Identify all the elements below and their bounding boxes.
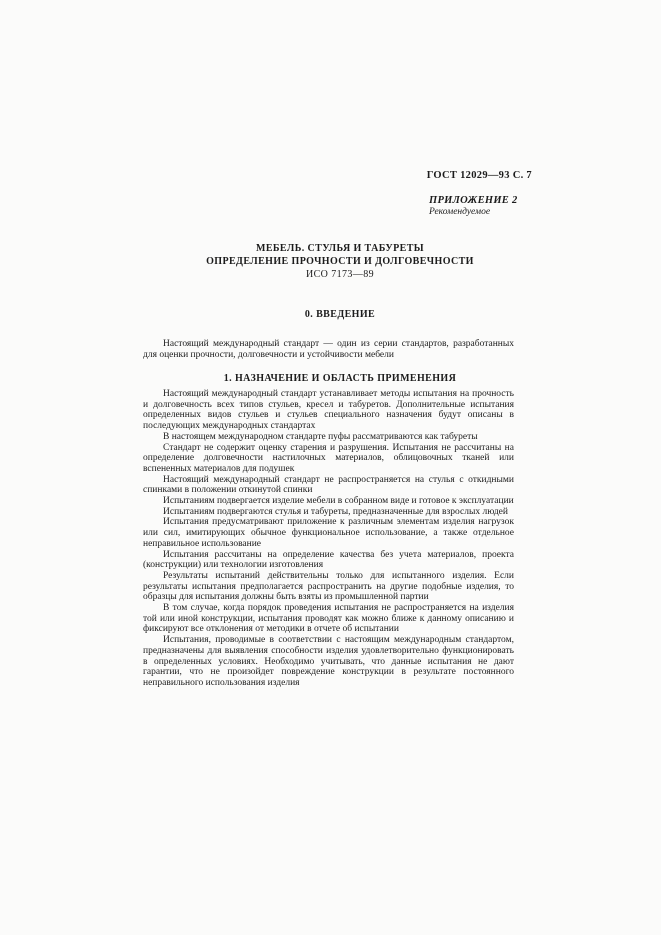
- paragraph: Испытаниям подвергаются стулья и табуреты, предназначенные для взрослых людей: [163, 506, 508, 517]
- paragraph: Настоящий международный стандарт не распространяется на стулья с откидными спинками в положении откинутой спинки: [143, 474, 514, 496]
- section-1-heading: 1. НАЗНАЧЕНИЕ И ОБЛАСТЬ ПРИМЕНЕНИЯ: [223, 373, 457, 384]
- paragraph: Настоящий международный стандарт — один из серии стандартов, разработанных для оценки прочности, долговечности и устойчивости мебели: [143, 339, 514, 360]
- paragraph: Настоящий международный стандарт устанавливает методы испытания на прочность и долговечность всех типов стульев, кресел и табуретов. Дополнительные испытания определенных видов стульев и стульев специального назначения будут описаны в последующих международных стандартах: [143, 389, 514, 432]
- annex-status: Рекомендуемое: [429, 207, 491, 217]
- paragraph: Стандарт не содержит оценку старения и разрушения. Испытания не рассчитаны на определение долговечности настилочных материалов, облицовочных тканей или вспененных материалов для подушек: [143, 442, 514, 474]
- annex-label: ПРИЛОЖЕНИЕ 2: [429, 195, 518, 206]
- section-1-body: [143, 389, 514, 689]
- paragraph: Испытания, проводимые в соответствии с настоящим международным стандартом, предназначены для выявления способности изделия удовлетворительно функционировать в определенных условиях. Необходимо учитывать, что данные испытания не дают гарантии, что не произойдет повреждение конструкции в результате постоянного неправильного использования изделия: [143, 635, 514, 688]
- title-standard-ref: ИСО 7173—89: [305, 269, 374, 280]
- paragraph: Испытаниям подвергается изделие мебели в собранном виде и готовое к эксплуатации: [163, 496, 514, 507]
- section-0-heading: 0. ВВЕДЕНИЕ: [304, 309, 376, 320]
- title-line-1: МЕБЕЛЬ. СТУЛЬЯ И ТАБУРЕТЫ: [255, 243, 425, 254]
- paragraph: Результаты испытаний действительны только для испытанного изделия. Если результаты испытания предполагается распространить на другие подобные изделия, то образцы для испытания должны быть взяты из промышленной партии: [143, 570, 514, 603]
- document-designation: ГОСТ 12029—93 С. 7: [426, 170, 532, 181]
- paragraph: В том случае, когда порядок проведения испытания не распространяется на изделия той или иной конструкции, испытания проводят как можно ближе к данному описанию и фиксируют все отклонения от методики в отчете об испытании: [143, 603, 514, 635]
- section-0-body: [143, 339, 514, 360]
- paragraph: В настоящем международном стандарте пуфы рассматриваются как табуреты: [163, 431, 478, 442]
- title-line-2: ОПРЕДЕЛЕНИЕ ПРОЧНОСТИ И ДОЛГОВЕЧНОСТИ: [206, 256, 474, 267]
- paragraph: Испытания рассчитаны на определение качества без учета материалов, проекта (конструкции) или технологии изготовления: [143, 549, 514, 571]
- paragraph: Испытания предусматривают приложение к различным элементам изделия нагрузок или сил, имитирующих обычное функциональное использование, а также отдельное неправильное использование: [143, 517, 514, 549]
